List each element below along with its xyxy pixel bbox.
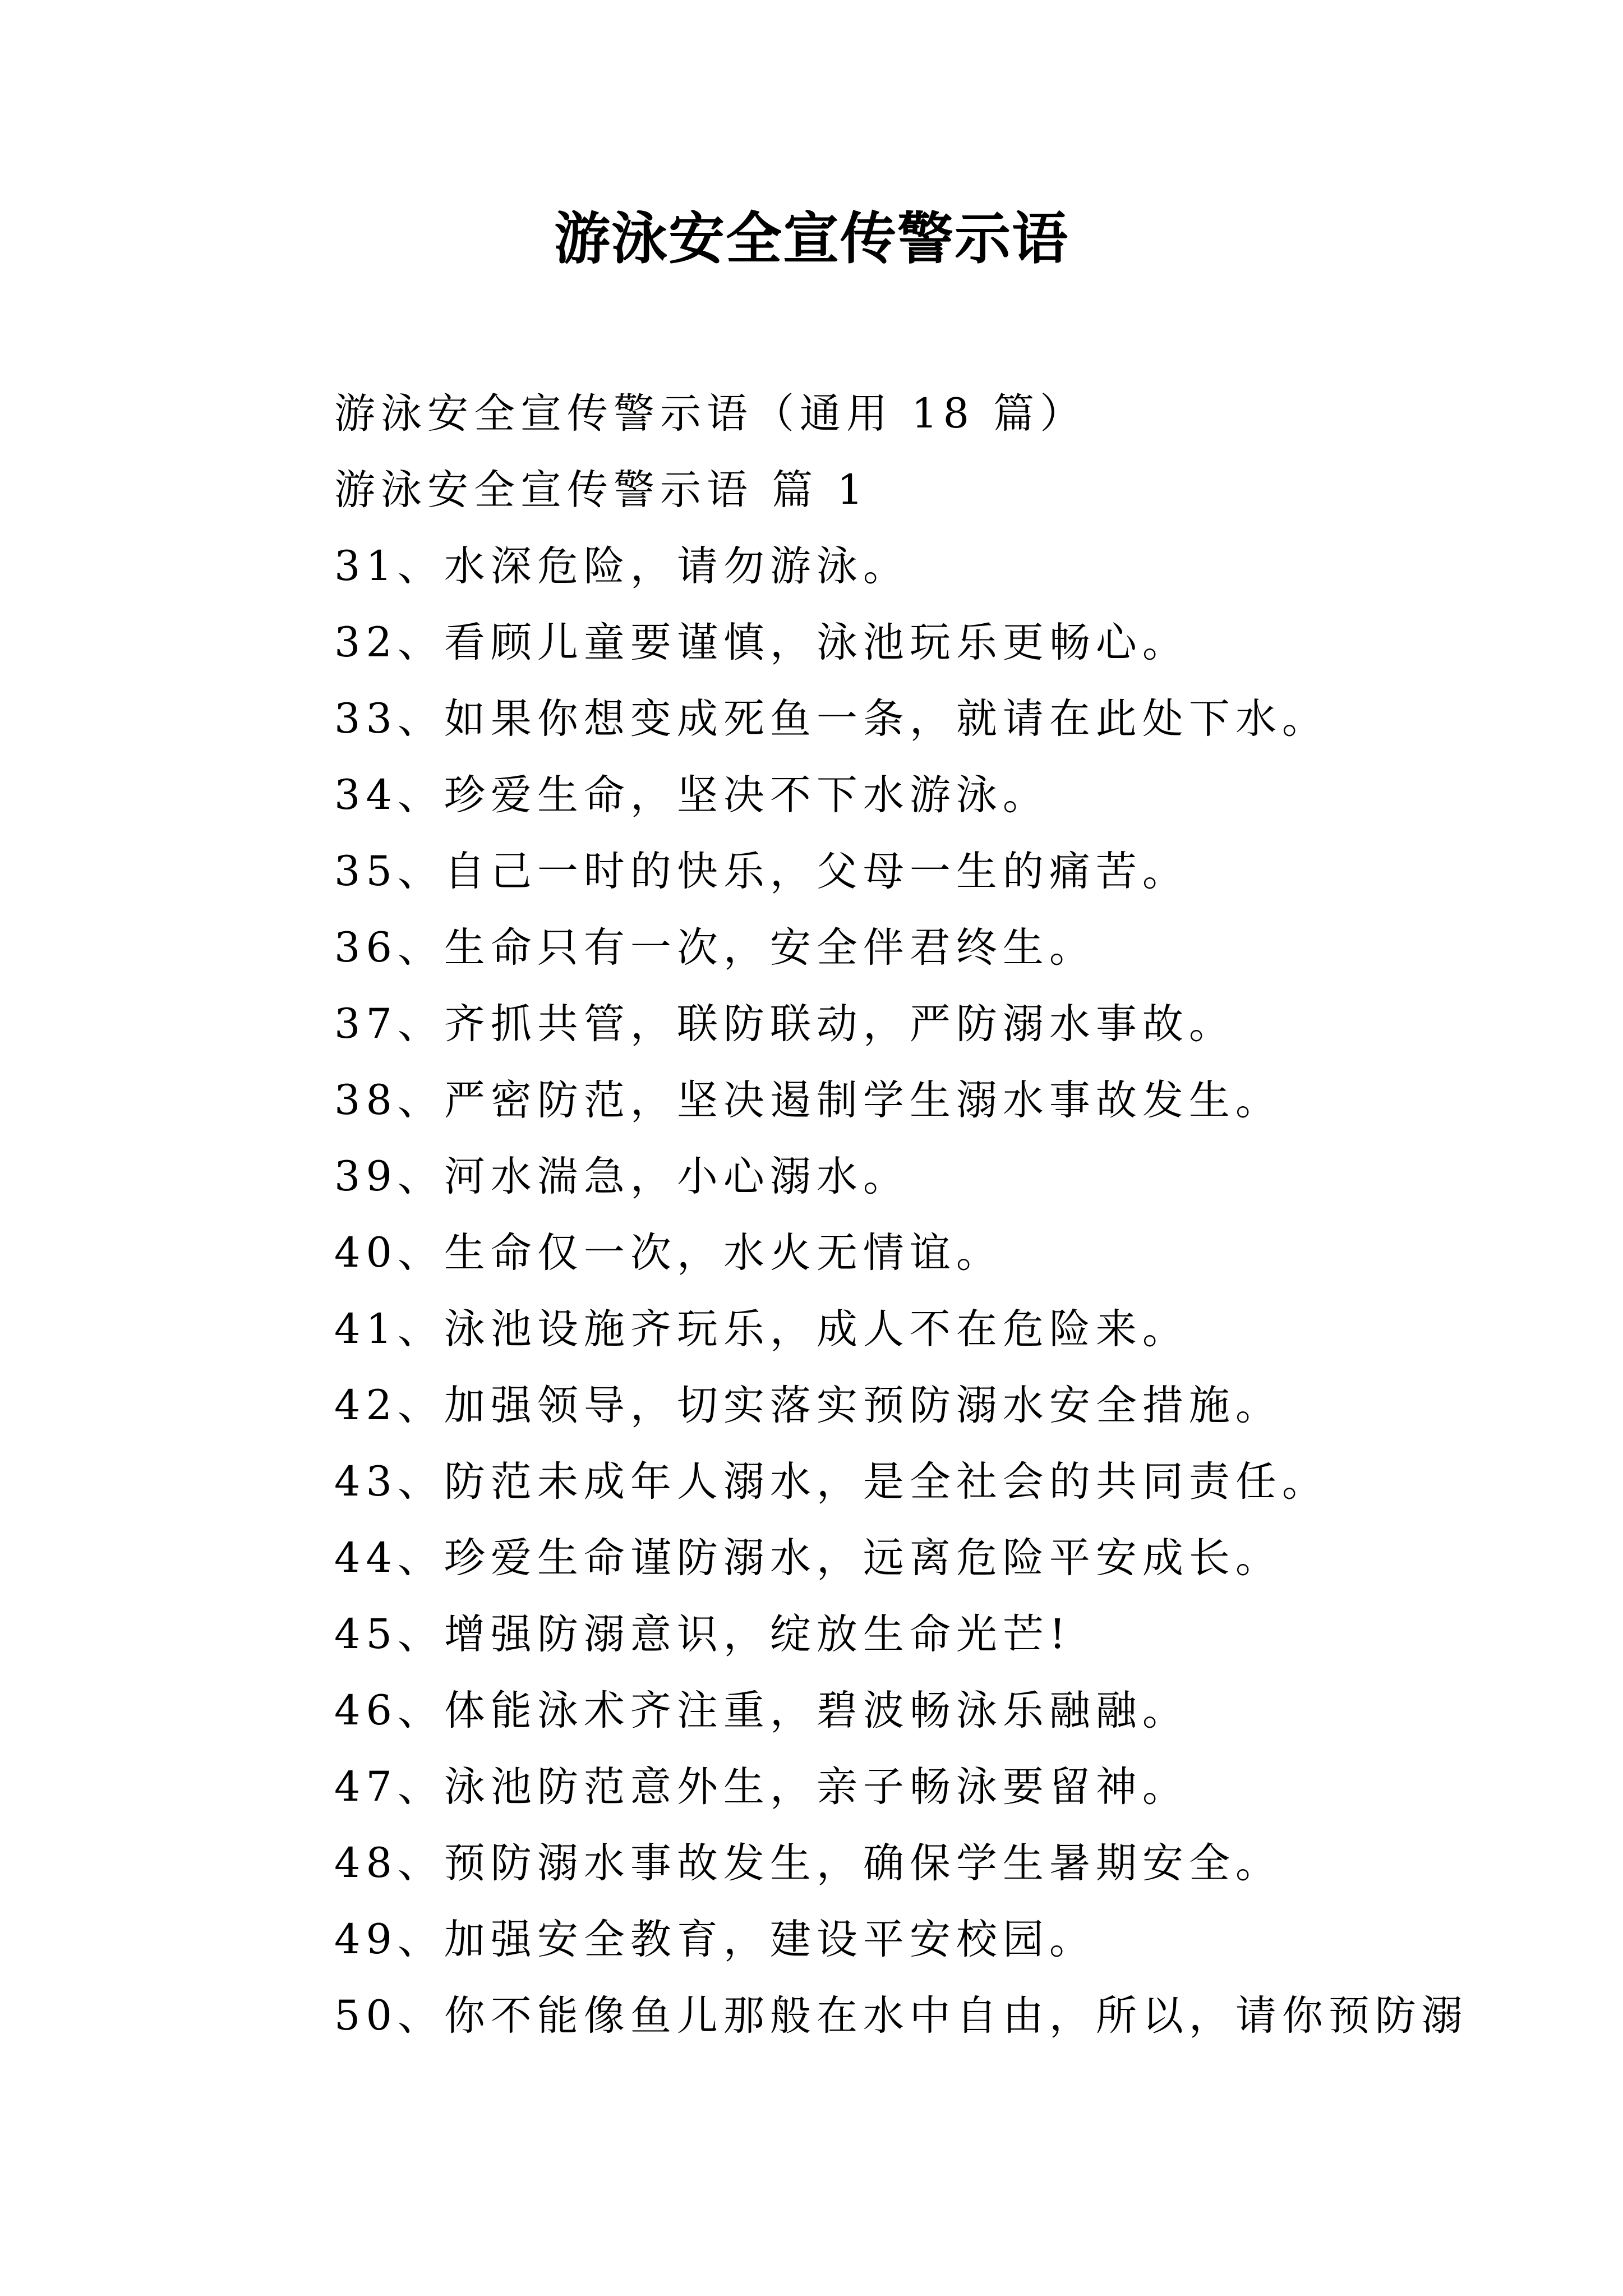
slogan-line: 40、生命仅一次，水火无情谊。 — [334, 1229, 1003, 1277]
section-heading: 游泳安全宣传警示语 篇 1 — [334, 466, 869, 514]
slogan-line: 44、珍爱生命谨防溺水，远离危险平安成长。 — [334, 1534, 1282, 1582]
slogan-line: 45、增强防溺意识，绽放生命光芒! — [334, 1611, 1072, 1658]
slogan-line: 43、防范未成年人溺水，是全社会的共同责任。 — [334, 1458, 1329, 1506]
document-body — [334, 376, 1523, 2054]
document-subtitle: 游泳安全宣传警示语（通用 18 篇） — [334, 390, 1087, 438]
slogan-line: 41、泳池设施齐玩乐，成人不在危险来。 — [334, 1305, 1189, 1353]
slogan-line: 38、严密防范，坚决遏制学生溺水事故发生。 — [334, 1076, 1282, 1124]
slogan-line: 35、自己一时的快乐，父母一生的痛苦。 — [334, 848, 1189, 895]
slogan-line: 49、加强安全教育，建设平安校园。 — [334, 1916, 1096, 1963]
slogan-line: 34、珍爱生命，坚决不下水游泳。 — [334, 771, 1049, 819]
slogan-line: 48、预防溺水事故发生，确保学生暑期安全。 — [334, 1839, 1282, 1887]
slogan-line: 33、如果你想变成死鱼一条，就请在此处下水。 — [334, 695, 1329, 743]
document-title: 游泳安全宣传警示语 — [554, 205, 1069, 272]
slogan-line: 32、看顾儿童要谨慎，泳池玩乐更畅心。 — [334, 619, 1189, 666]
slogan-line: 47、泳池防范意外生，亲子畅泳要留神。 — [334, 1763, 1189, 1811]
slogan-line: 31、水深危险，请勿游泳。 — [334, 542, 910, 590]
slogan-line: 37、齐抓共管，联防联动，严防溺水事故。 — [334, 1000, 1235, 1048]
slogan-line: 42、加强领导，切实落实预防溺水安全措施。 — [334, 1382, 1282, 1429]
slogan-line: 50、你不能像鱼儿那般在水中自由，所以，请你预防溺 — [334, 1992, 1468, 2040]
slogan-line: 46、体能泳术齐注重，碧波畅泳乐融融。 — [334, 1687, 1189, 1734]
slogan-line: 36、生命只有一次，安全伴君终生。 — [334, 924, 1096, 972]
slogan-line: 39、河水湍急，小心溺水。 — [334, 1153, 910, 1200]
